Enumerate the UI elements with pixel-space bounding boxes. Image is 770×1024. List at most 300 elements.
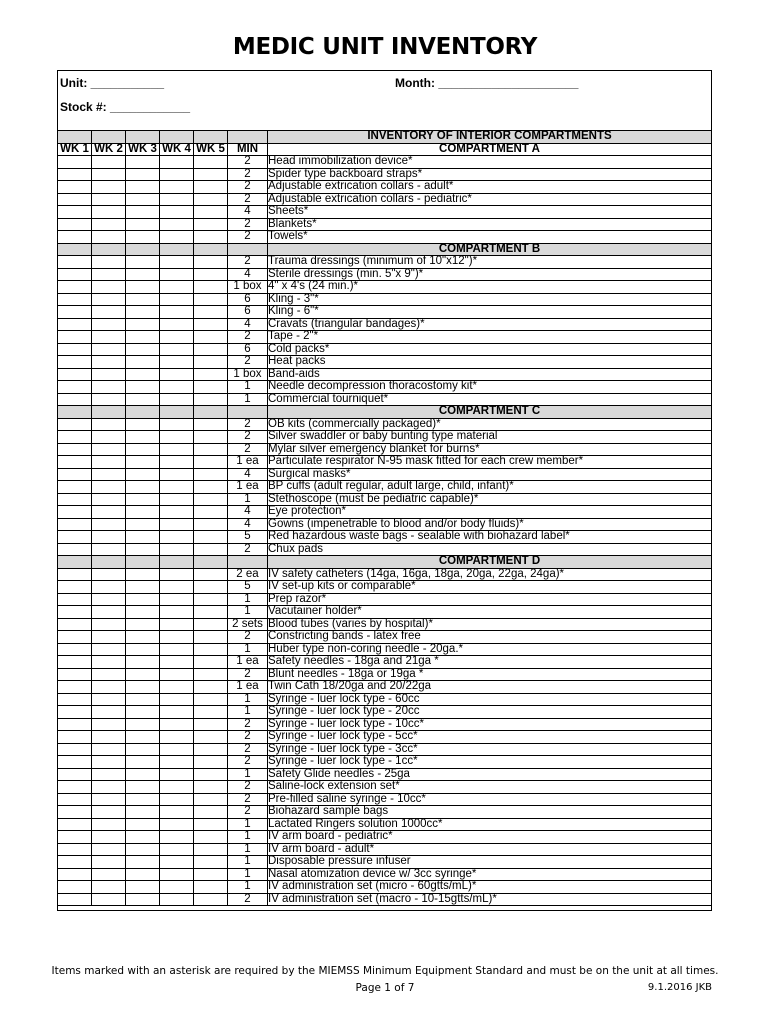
week-check-cell[interactable]	[160, 356, 194, 369]
week-check-cell[interactable]	[126, 881, 160, 894]
week-check-cell[interactable]	[126, 456, 160, 469]
week-check-cell[interactable]	[92, 856, 126, 869]
week-check-cell[interactable]	[58, 431, 92, 444]
week-check-cell[interactable]	[194, 606, 228, 619]
week-check-cell[interactable]	[160, 668, 194, 681]
week-check-cell[interactable]	[194, 456, 228, 469]
week-check-cell[interactable]	[194, 418, 228, 431]
week-check-cell[interactable]	[160, 518, 194, 531]
week-check-cell[interactable]	[92, 268, 126, 281]
week-check-cell[interactable]	[160, 343, 194, 356]
week-check-cell[interactable]	[92, 593, 126, 606]
inventory-table	[57, 130, 712, 906]
week-check-cell[interactable]	[160, 481, 194, 494]
week-check-cell[interactable]	[126, 643, 160, 656]
week-check-cell[interactable]	[126, 306, 160, 319]
week-check-cell[interactable]	[194, 343, 228, 356]
week-check-cell[interactable]	[194, 468, 228, 481]
week-check-cell[interactable]	[194, 306, 228, 319]
week-check-cell[interactable]	[58, 268, 92, 281]
week-check-cell[interactable]	[92, 831, 126, 844]
week-check-cell[interactable]	[126, 806, 160, 819]
week-check-cell[interactable]	[126, 581, 160, 594]
unit-field[interactable]: Unit: ___________	[60, 76, 165, 90]
week-check-cell[interactable]	[160, 568, 194, 581]
week-check-cell[interactable]	[160, 631, 194, 644]
week-check-cell[interactable]	[160, 256, 194, 269]
week-check-cell[interactable]	[58, 843, 92, 856]
week-check-cell[interactable]	[58, 881, 92, 894]
week-check-cell[interactable]	[126, 318, 160, 331]
week-check-cell[interactable]	[92, 356, 126, 369]
week-check-cell[interactable]	[160, 543, 194, 556]
week-check-cell[interactable]	[160, 506, 194, 519]
week-check-cell[interactable]	[160, 193, 194, 206]
week-check-cell[interactable]	[126, 668, 160, 681]
week-check-cell[interactable]	[194, 206, 228, 219]
week-check-cell[interactable]	[194, 318, 228, 331]
week-check-cell[interactable]	[194, 268, 228, 281]
week-check-cell[interactable]	[58, 593, 92, 606]
week-check-cell[interactable]	[126, 793, 160, 806]
week-check-cell[interactable]	[126, 593, 160, 606]
week-check-cell[interactable]	[58, 306, 92, 319]
week-check-cell[interactable]	[92, 693, 126, 706]
week-check-cell[interactable]	[194, 893, 228, 906]
week-check-cell[interactable]	[126, 268, 160, 281]
week-check-cell[interactable]	[58, 568, 92, 581]
table-row	[58, 831, 712, 844]
week-check-cell[interactable]	[160, 681, 194, 694]
week-check-cell[interactable]	[126, 418, 160, 431]
week-check-cell[interactable]	[194, 218, 228, 231]
week-check-cell[interactable]	[160, 618, 194, 631]
week-check-cell[interactable]	[194, 781, 228, 794]
week-check-cell[interactable]	[58, 718, 92, 731]
week-check-cell[interactable]	[126, 231, 160, 244]
week-check-cell[interactable]	[92, 518, 126, 531]
week-check-cell[interactable]	[126, 543, 160, 556]
week-check-cell[interactable]	[194, 518, 228, 531]
week-check-cell[interactable]	[58, 506, 92, 519]
week-check-cell[interactable]	[92, 393, 126, 406]
week-check-cell[interactable]	[58, 281, 92, 294]
week-check-cell[interactable]	[160, 693, 194, 706]
week-check-cell[interactable]	[92, 231, 126, 244]
week-check-cell[interactable]	[194, 681, 228, 694]
week-check-cell[interactable]	[126, 606, 160, 619]
week-check-cell[interactable]	[160, 306, 194, 319]
week-check-cell[interactable]	[58, 206, 92, 219]
item-name: BP cuffs (adult regular, adult large, child, infant)*	[268, 481, 712, 494]
week-check-cell[interactable]	[194, 393, 228, 406]
week-check-cell[interactable]	[58, 293, 92, 306]
week-check-cell[interactable]	[160, 781, 194, 794]
week-check-cell[interactable]	[92, 643, 126, 656]
week-check-cell[interactable]	[126, 518, 160, 531]
week-check-cell[interactable]	[126, 393, 160, 406]
week-check-cell[interactable]	[92, 843, 126, 856]
week-check-cell[interactable]	[58, 731, 92, 744]
week-check-cell[interactable]	[92, 318, 126, 331]
week-check-cell[interactable]	[58, 656, 92, 669]
week-check-cell[interactable]	[126, 681, 160, 694]
week-check-cell[interactable]	[58, 681, 92, 694]
week-check-cell[interactable]	[126, 618, 160, 631]
week-check-cell[interactable]	[160, 156, 194, 169]
week-check-cell[interactable]	[194, 481, 228, 494]
week-check-cell[interactable]	[194, 631, 228, 644]
week-check-cell[interactable]	[126, 743, 160, 756]
week-check-cell[interactable]	[160, 456, 194, 469]
week-check-cell[interactable]	[194, 356, 228, 369]
week-check-cell[interactable]	[92, 681, 126, 694]
week-check-cell[interactable]	[160, 318, 194, 331]
week-check-cell[interactable]	[194, 656, 228, 669]
week-check-cell[interactable]	[126, 568, 160, 581]
table-row	[58, 331, 712, 344]
week-check-cell[interactable]	[92, 343, 126, 356]
week-check-cell[interactable]	[92, 431, 126, 444]
week-check-cell[interactable]	[194, 768, 228, 781]
week-check-cell[interactable]	[92, 306, 126, 319]
week-check-cell[interactable]	[126, 356, 160, 369]
week-check-cell[interactable]	[194, 568, 228, 581]
week-check-cell[interactable]	[58, 756, 92, 769]
week-check-cell[interactable]	[160, 643, 194, 656]
week-check-cell[interactable]	[92, 156, 126, 169]
week-check-cell[interactable]	[58, 581, 92, 594]
week-check-cell[interactable]	[58, 418, 92, 431]
week-check-cell[interactable]	[58, 856, 92, 869]
week-check-cell[interactable]	[92, 768, 126, 781]
week-check-cell[interactable]	[194, 618, 228, 631]
week-check-cell[interactable]	[194, 256, 228, 269]
week-check-cell[interactable]	[126, 293, 160, 306]
week-check-cell[interactable]	[194, 693, 228, 706]
item-name: Stethoscope (must be pediatric capable)*	[268, 493, 712, 506]
week-check-cell[interactable]	[194, 881, 228, 894]
week-check-cell[interactable]	[92, 181, 126, 194]
week-check-cell[interactable]	[92, 706, 126, 719]
week-check-cell[interactable]	[92, 543, 126, 556]
week-check-cell[interactable]	[92, 731, 126, 744]
min-qty: 4	[228, 518, 268, 531]
week-check-cell[interactable]	[160, 281, 194, 294]
week-check-cell[interactable]	[58, 218, 92, 231]
week-check-cell[interactable]	[92, 506, 126, 519]
week-check-cell[interactable]	[92, 218, 126, 231]
week-check-cell[interactable]	[160, 218, 194, 231]
week-check-cell[interactable]	[58, 356, 92, 369]
week-check-cell[interactable]	[126, 718, 160, 731]
week-check-cell[interactable]	[126, 731, 160, 744]
week-check-cell[interactable]	[126, 781, 160, 794]
week-check-cell[interactable]	[194, 793, 228, 806]
week-check-cell[interactable]	[160, 843, 194, 856]
week-check-cell[interactable]	[92, 481, 126, 494]
week-check-cell[interactable]	[92, 881, 126, 894]
week-check-cell[interactable]	[126, 443, 160, 456]
week-check-cell[interactable]	[92, 331, 126, 344]
week-check-cell[interactable]	[92, 256, 126, 269]
week-check-cell[interactable]	[160, 468, 194, 481]
week-check-cell[interactable]	[58, 231, 92, 244]
week-check-cell[interactable]	[126, 868, 160, 881]
week-check-cell[interactable]	[194, 668, 228, 681]
week-check-cell[interactable]	[160, 431, 194, 444]
week-check-cell[interactable]	[194, 431, 228, 444]
week-check-cell[interactable]	[58, 468, 92, 481]
week-check-cell[interactable]	[126, 481, 160, 494]
week-check-cell[interactable]	[160, 881, 194, 894]
min-qty: 2	[228, 418, 268, 431]
week-check-cell[interactable]	[92, 668, 126, 681]
week-check-cell[interactable]	[126, 756, 160, 769]
week-check-cell[interactable]	[126, 206, 160, 219]
week-check-cell[interactable]	[58, 443, 92, 456]
week-check-cell[interactable]	[160, 706, 194, 719]
week-check-cell[interactable]	[194, 706, 228, 719]
week-check-cell[interactable]	[160, 418, 194, 431]
week-check-cell[interactable]	[92, 368, 126, 381]
week-check-cell[interactable]	[194, 731, 228, 744]
week-check-cell[interactable]	[194, 593, 228, 606]
week-check-cell[interactable]	[58, 831, 92, 844]
week-check-cell[interactable]	[126, 193, 160, 206]
week-check-cell[interactable]	[194, 231, 228, 244]
week-check-cell[interactable]	[58, 531, 92, 544]
week-check-cell[interactable]	[126, 168, 160, 181]
week-check-cell[interactable]	[194, 156, 228, 169]
week-check-cell[interactable]	[160, 818, 194, 831]
week-check-cell[interactable]	[160, 268, 194, 281]
week-check-cell[interactable]	[126, 156, 160, 169]
item-name: IV set-up kits or comparable*	[268, 581, 712, 594]
week-check-cell[interactable]	[92, 456, 126, 469]
week-check-cell[interactable]	[92, 868, 126, 881]
week-check-cell[interactable]	[92, 793, 126, 806]
week-check-cell[interactable]	[92, 381, 126, 394]
week-check-cell[interactable]	[92, 756, 126, 769]
week-check-cell[interactable]	[92, 631, 126, 644]
week-check-cell[interactable]	[160, 893, 194, 906]
week-check-cell[interactable]	[92, 581, 126, 594]
week-check-cell[interactable]	[58, 331, 92, 344]
week-check-cell[interactable]	[58, 706, 92, 719]
week-check-cell[interactable]	[126, 181, 160, 194]
week-check-cell[interactable]	[160, 656, 194, 669]
week-check-cell[interactable]	[58, 893, 92, 906]
week-check-cell[interactable]	[126, 706, 160, 719]
week-check-cell[interactable]	[126, 468, 160, 481]
min-qty: 4	[228, 468, 268, 481]
week-check-cell[interactable]	[126, 506, 160, 519]
week-check-cell[interactable]	[92, 893, 126, 906]
week-check-cell[interactable]	[160, 868, 194, 881]
week-check-cell[interactable]	[58, 343, 92, 356]
week-check-cell[interactable]	[160, 756, 194, 769]
week-check-cell[interactable]	[194, 743, 228, 756]
week-check-cell[interactable]	[126, 493, 160, 506]
week-check-cell[interactable]	[160, 718, 194, 731]
week-check-cell[interactable]	[194, 506, 228, 519]
week-check-cell[interactable]	[126, 843, 160, 856]
week-check-cell[interactable]	[92, 656, 126, 669]
week-check-cell[interactable]	[58, 668, 92, 681]
week-check-cell[interactable]	[58, 368, 92, 381]
week-check-cell[interactable]	[126, 368, 160, 381]
week-check-cell[interactable]	[126, 343, 160, 356]
week-check-cell[interactable]	[58, 181, 92, 194]
week-check-cell[interactable]	[126, 831, 160, 844]
week-check-cell[interactable]	[194, 581, 228, 594]
week-check-cell[interactable]	[194, 281, 228, 294]
week-check-cell[interactable]	[126, 531, 160, 544]
week-check-cell[interactable]	[194, 493, 228, 506]
week-check-cell[interactable]	[58, 318, 92, 331]
week-check-cell[interactable]	[160, 381, 194, 394]
week-check-cell[interactable]	[194, 756, 228, 769]
week-check-cell[interactable]	[160, 856, 194, 869]
week-check-cell[interactable]	[58, 868, 92, 881]
week-check-cell[interactable]	[160, 593, 194, 606]
week-check-cell[interactable]	[160, 606, 194, 619]
week-check-cell[interactable]	[92, 568, 126, 581]
week-check-cell[interactable]	[58, 481, 92, 494]
week-check-cell[interactable]	[58, 256, 92, 269]
week-check-cell[interactable]	[92, 493, 126, 506]
week-check-cell[interactable]	[126, 256, 160, 269]
week-check-cell[interactable]	[194, 293, 228, 306]
week-check-cell[interactable]	[92, 468, 126, 481]
week-check-cell[interactable]	[58, 168, 92, 181]
week-check-cell[interactable]	[58, 393, 92, 406]
week-check-cell[interactable]	[194, 168, 228, 181]
week-check-cell[interactable]	[194, 381, 228, 394]
week-check-cell[interactable]	[126, 281, 160, 294]
week-check-cell[interactable]	[126, 381, 160, 394]
week-check-cell[interactable]	[126, 768, 160, 781]
week-check-cell[interactable]	[58, 693, 92, 706]
week-check-cell[interactable]	[58, 743, 92, 756]
stock-field[interactable]: Stock #: ____________	[60, 100, 191, 114]
week-check-cell[interactable]	[92, 206, 126, 219]
week-check-cell[interactable]	[126, 693, 160, 706]
week-check-cell[interactable]	[126, 656, 160, 669]
week-check-cell[interactable]	[126, 856, 160, 869]
week-check-cell[interactable]	[92, 781, 126, 794]
week-check-cell[interactable]	[160, 393, 194, 406]
week-check-cell[interactable]	[160, 768, 194, 781]
week-check-cell[interactable]	[126, 431, 160, 444]
week-check-cell[interactable]	[58, 793, 92, 806]
week-check-cell[interactable]	[92, 293, 126, 306]
week-check-cell[interactable]	[194, 718, 228, 731]
week-check-cell[interactable]	[92, 443, 126, 456]
week-check-cell[interactable]	[126, 893, 160, 906]
week-check-cell[interactable]	[194, 368, 228, 381]
table-row	[58, 206, 712, 219]
week-check-cell[interactable]	[160, 531, 194, 544]
week-check-cell[interactable]	[92, 618, 126, 631]
week-check-cell[interactable]	[160, 206, 194, 219]
week-check-cell[interactable]	[58, 493, 92, 506]
week-check-cell[interactable]	[58, 606, 92, 619]
table-row	[58, 693, 712, 706]
week-check-cell[interactable]	[194, 181, 228, 194]
week-check-cell[interactable]	[58, 193, 92, 206]
week-check-cell[interactable]	[58, 381, 92, 394]
week-check-cell[interactable]	[58, 818, 92, 831]
week-check-cell[interactable]	[194, 843, 228, 856]
week-check-cell[interactable]	[160, 743, 194, 756]
week-check-cell[interactable]	[58, 456, 92, 469]
week-check-cell[interactable]	[194, 806, 228, 819]
week-check-cell[interactable]	[160, 331, 194, 344]
week-check-cell[interactable]	[160, 231, 194, 244]
week-check-cell[interactable]	[194, 331, 228, 344]
week-check-cell[interactable]	[58, 781, 92, 794]
week-check-cell[interactable]	[58, 768, 92, 781]
week-check-cell[interactable]	[160, 581, 194, 594]
week-check-cell[interactable]	[58, 618, 92, 631]
week-check-cell[interactable]	[160, 368, 194, 381]
week-check-cell[interactable]	[160, 181, 194, 194]
week-check-cell[interactable]	[160, 806, 194, 819]
week-check-cell[interactable]	[160, 443, 194, 456]
week-check-cell[interactable]	[160, 493, 194, 506]
week-check-cell[interactable]	[92, 718, 126, 731]
week-check-cell[interactable]	[160, 293, 194, 306]
week-check-cell[interactable]	[58, 543, 92, 556]
week-check-cell[interactable]	[126, 218, 160, 231]
week-check-cell[interactable]	[194, 831, 228, 844]
week-check-cell[interactable]	[126, 631, 160, 644]
week-check-cell[interactable]	[194, 543, 228, 556]
week-check-cell[interactable]	[160, 793, 194, 806]
week-check-cell[interactable]	[92, 418, 126, 431]
week-check-cell[interactable]	[194, 643, 228, 656]
week-check-cell[interactable]	[160, 731, 194, 744]
month-field[interactable]: Month: _____________________	[395, 76, 579, 90]
table-row	[58, 718, 712, 731]
week-check-cell[interactable]	[160, 831, 194, 844]
week-check-cell[interactable]	[58, 156, 92, 169]
week-check-cell[interactable]	[126, 818, 160, 831]
week-check-cell[interactable]	[194, 193, 228, 206]
week-check-cell[interactable]	[92, 531, 126, 544]
week-check-cell[interactable]	[194, 443, 228, 456]
week-check-cell[interactable]	[92, 806, 126, 819]
week-check-cell[interactable]	[92, 743, 126, 756]
week-check-cell[interactable]	[58, 643, 92, 656]
week-check-cell[interactable]	[58, 631, 92, 644]
week-check-cell[interactable]	[194, 531, 228, 544]
week-check-cell[interactable]	[58, 806, 92, 819]
week-check-cell[interactable]	[92, 168, 126, 181]
week-check-cell[interactable]	[92, 818, 126, 831]
week-check-cell[interactable]	[160, 168, 194, 181]
week-check-cell[interactable]	[194, 856, 228, 869]
week-check-cell[interactable]	[92, 606, 126, 619]
week-check-cell[interactable]	[194, 818, 228, 831]
week-check-cell[interactable]	[126, 331, 160, 344]
week-check-cell[interactable]	[92, 281, 126, 294]
week-check-cell[interactable]	[194, 868, 228, 881]
week-check-cell[interactable]	[92, 193, 126, 206]
week-check-cell[interactable]	[58, 518, 92, 531]
